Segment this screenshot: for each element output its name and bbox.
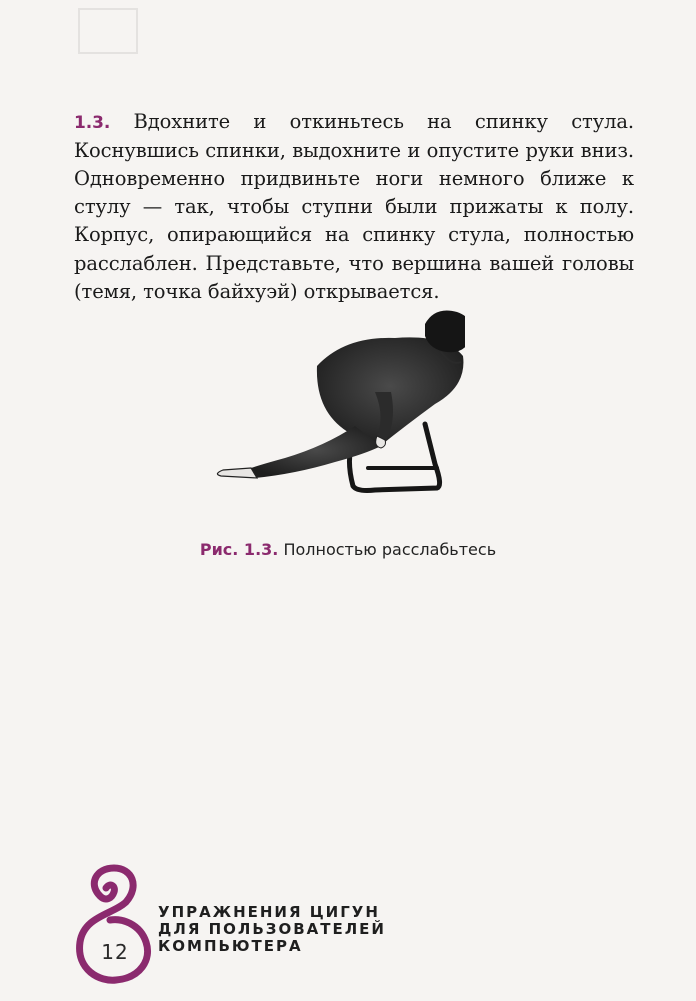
book-title-line: ДЛЯ ПОЛЬЗОВАТЕЛЕЙ xyxy=(158,920,386,938)
figure-caption-text: Полностью расслабьтесь xyxy=(283,540,497,559)
book-title-line: КОМПЬЮТЕРА xyxy=(158,937,303,955)
paragraph-number: 1.3. xyxy=(74,112,111,133)
page-number: 12 xyxy=(101,940,129,964)
exercise-paragraph xyxy=(74,108,634,306)
book-title-line: УПРАЖНЕНИЯ ЦИГУН xyxy=(158,903,380,921)
figure-label: Рис. 1.3. xyxy=(199,540,279,559)
book-series-logo xyxy=(66,858,162,986)
illustration-man-leaning-back-on-chair xyxy=(205,296,465,496)
bleed-through-header xyxy=(148,6,156,26)
figure-caption xyxy=(0,540,696,559)
paragraph-text: Вдохните и откиньтесь на спинку стула. Коснувшись спинки, выдохните и опустите руки вниз. Одновременно придвиньте ноги немного ближе к стулу — так, чтобы ступни были прижаты к полу. Корпус, опирающийся на спинку стула, полностью расслаблен. Представьте, что вершина вашей головы (темя, точка байхуэй) открывается. xyxy=(74,109,634,303)
bleed-through-box xyxy=(78,8,138,54)
book-title xyxy=(158,904,386,955)
